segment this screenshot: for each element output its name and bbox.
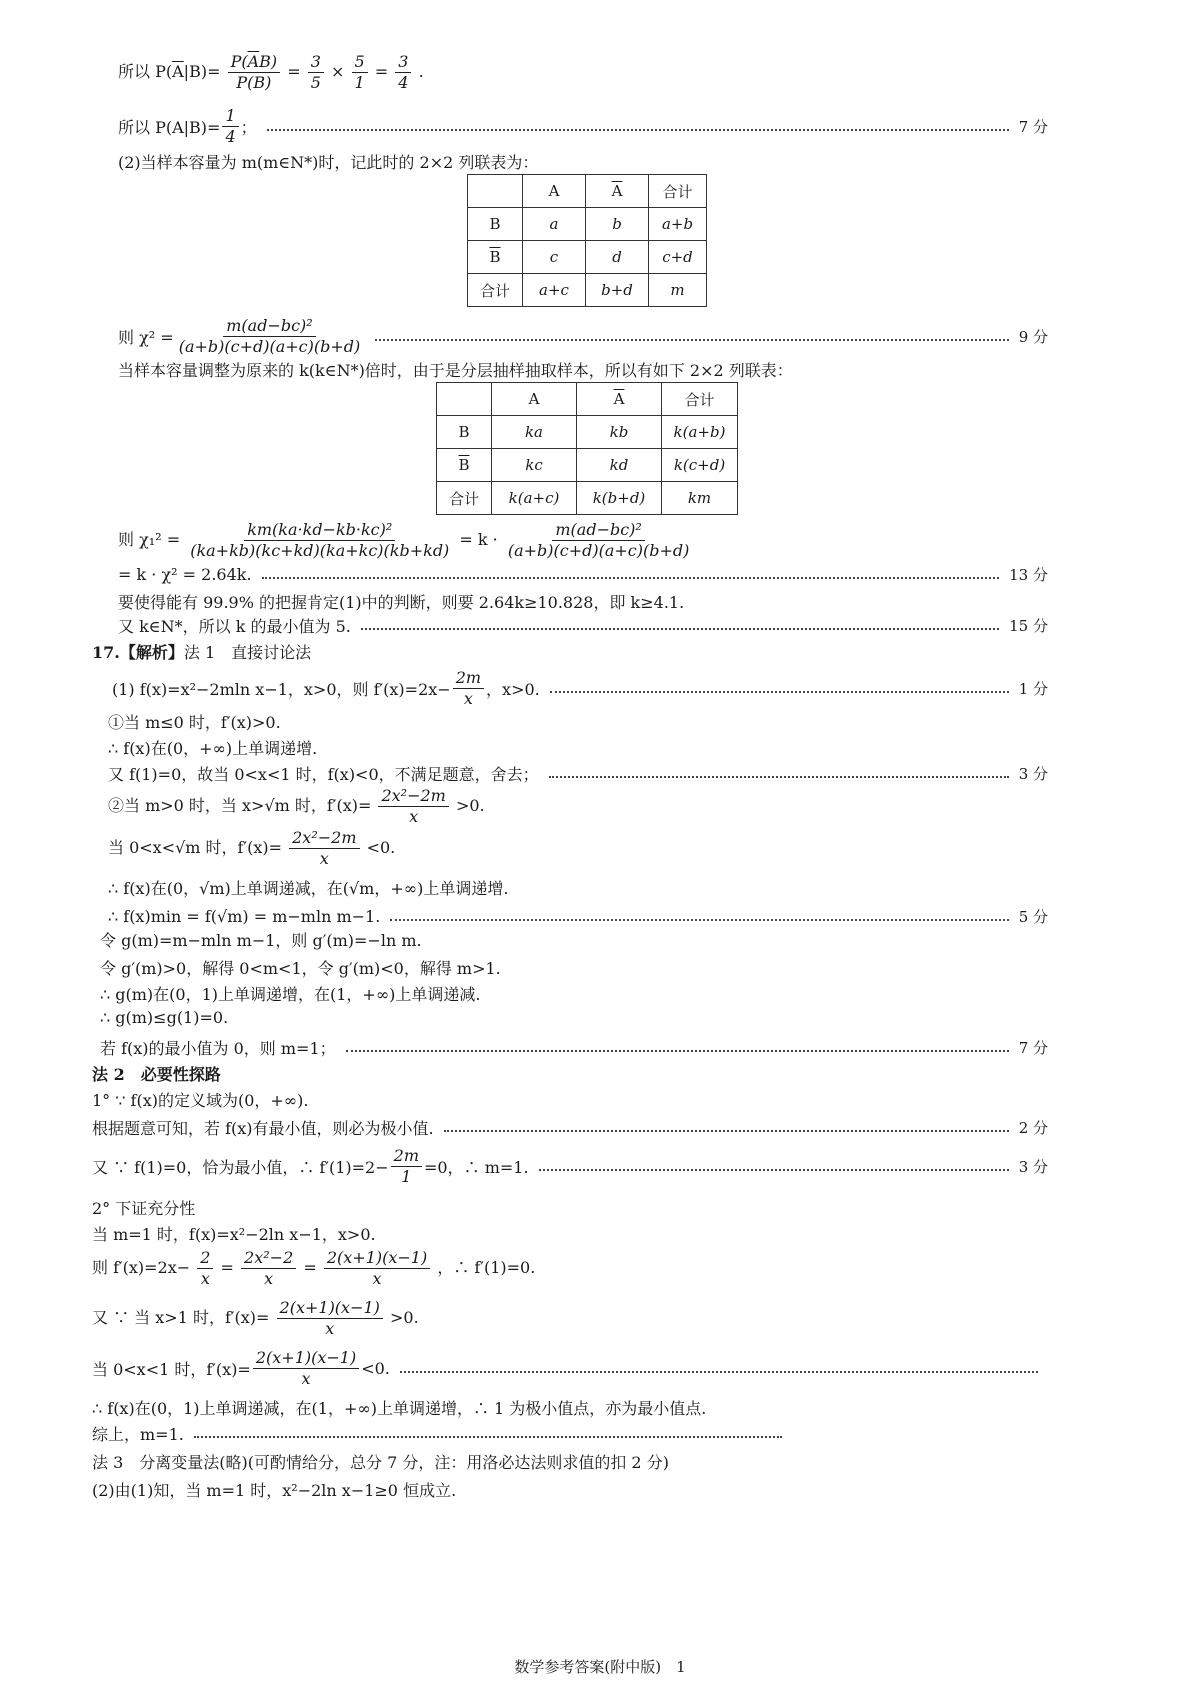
score-label: 1 分 — [1018, 680, 1048, 698]
dot-leader — [539, 1169, 1009, 1171]
question-17-heading: 17.【解析】法 1 直接讨论法 — [92, 643, 312, 662]
line-extremum: 根据题意可知，若 f(x)有最小值，则必为极小值. 2 分 — [92, 1119, 1048, 1138]
dot-leader — [390, 919, 1008, 921]
table-row: B ka kb k(a+b) — [437, 416, 738, 449]
line-let-g: 令 g(m)=m−mln m−1，则 g′(m)=−ln m. — [100, 931, 422, 950]
line-sufficiency: 2° 下证充分性 — [92, 1199, 196, 1218]
fraction: $\frac{\text{m(ad−bc)²}}{(a+b)(c+d)(a+c)(b+d)}$ — [178, 316, 361, 356]
line-min-point: ∴ f(x)在(0，1)上单调递减，在(1，+∞)上单调递增，∴ 1 为极小值点，亦为最小值点. — [92, 1399, 707, 1418]
dot-leader — [375, 339, 1008, 341]
contingency-table-2 — [436, 382, 738, 515]
line-x-gt-1: 又 ∵ 当 x>1 时，f′(x)= $\frac{2(x+1)(x-1)}{x}$ >0. — [92, 1298, 419, 1338]
line-part-2: (2)由(1)知，当 m=1 时，x²−2ln x−1≥0 恒成立. — [92, 1481, 457, 1500]
fraction: $\frac{\text{m(ad−bc)²}}{(a+b)(c+d)(a+c)(b+d)}$ — [507, 520, 690, 560]
line-conditional-prob: 所以 P(A|B)= $\frac{1}{4}$ ； 7 分 — [118, 106, 1048, 146]
line-confidence: 要使得能有 99.9% 的把握肯定(1)中的判断，则要 2.64k≥10.828，即 k≥4.1. — [118, 593, 685, 612]
dot-leader — [262, 577, 1000, 579]
fraction: $\frac{2}{x}$ — [197, 1248, 213, 1289]
dot-leader — [400, 1371, 1038, 1373]
line-increasing: ∴ f(x)在(0，+∞)上单调递增. — [108, 739, 318, 758]
fraction: $\frac{\text{2x²−2}}{x}$ — [241, 1248, 296, 1289]
line-conclusion: 综上，m=1. — [92, 1422, 792, 1445]
score-label: 5 分 — [1018, 908, 1048, 926]
dot-leader — [194, 1436, 782, 1438]
line-case-1: ①当 m≤0 时，f′(x)>0. — [108, 713, 281, 732]
line-solve-g: 令 g′(m)>0，解得 0<m<1，令 g′(m)<0，解得 m>1. — [100, 959, 501, 978]
line-when-m-1: 当 m=1 时，f(x)=x²−2ln x−1，x>0. — [92, 1225, 376, 1244]
table-header-row: A $\overline{A}$ 合计 — [468, 175, 707, 208]
method-2-heading: 法 2 必要性探路 — [92, 1065, 221, 1084]
table-row: B a b a+b — [468, 208, 707, 241]
dot-leader — [444, 1130, 1009, 1132]
score-label: 7 分 — [1018, 1039, 1048, 1057]
page-footer: 数学参考答案(附中版) 1 — [514, 1658, 686, 1676]
fraction: $\frac{2(x+1)(x-1)}{x}$ — [277, 1298, 383, 1339]
fraction: $\frac{1}{4}$ — [222, 106, 238, 147]
line-min-value: ∴ f(x)min = f(√m) = m−mln m−1. 5 分 — [108, 907, 1048, 926]
line-chi-square-scaled: 则 χ₁² = $\frac{\text{km(ka·kd−kb·kc)²}}{(ka+kb)(kc+kd)(ka+kc)(kb+kd)}$ = k · $\frac{\text{m(ad−bc)²}}{(a+b)(c+d)(a+c)(b+d)}$ — [118, 520, 694, 561]
score-label: 9 分 — [1018, 328, 1048, 346]
score-label: 7 分 — [1018, 118, 1048, 136]
line-scaled-sample: 当样本容量调整为原来的 k(k∈N*)倍时，由于是分层抽样抽取样本，所以有如下 2×2 列联表： — [118, 361, 793, 380]
score-label: 3 分 — [1018, 765, 1048, 783]
fraction: $\frac{P(\overline{A}B)}{P(B)}$ — [228, 52, 281, 93]
line-derivative: (1) f(x)=x²−2mln x−1，x>0，则 f′(x)=2x− $\frac{2m}{x}$ ，x>0. 1 分 — [112, 668, 1048, 708]
line-case-2b: 当 0<x<√m 时，f′(x)= $\frac{\text{2x²−2m}}{x}$ <0. — [108, 828, 396, 868]
line-reject: 又 f(1)=0，故当 0<x<1 时，f(x)<0，不满足题意，舍去； 3 分 — [108, 765, 1048, 784]
line-g-max: ∴ g(m)≤g(1)=0. — [100, 1008, 229, 1027]
line-min-k: 又 k∈N*，所以 k 的最小值为 5. 15 分 — [118, 617, 1048, 636]
table-row: $\overline{B}$ kc kd k(c+d) — [437, 449, 738, 482]
fraction: $\frac{\text{2x²−2m}}{x}$ — [289, 828, 359, 869]
fraction: $\frac{3}{5}$ — [308, 52, 324, 93]
dot-leader — [550, 691, 1009, 693]
line-chi-square-result: = k · χ² = 2.64k. 13 分 — [118, 565, 1048, 584]
dot-leader — [346, 1050, 1009, 1052]
line-m-equals-1: 若 f(x)的最小值为 0，则 m=1； 7 分 — [100, 1039, 1048, 1058]
score-label: 13 分 — [1009, 566, 1048, 584]
method-3-line: 法 3 分离变量法(略)(可酌情给分，总分 7 分，注：用洛必达法则求值的扣 2 分) — [92, 1453, 669, 1472]
fraction: $\frac{2m}{x}$ — [453, 668, 484, 709]
table-header-row: A $\overline{A}$ 合计 — [437, 383, 738, 416]
table-row: $\overline{B}$ c d c+d — [468, 241, 707, 274]
line-sample-size: (2)当样本容量为 m(m∈N*)时，记此时的 2×2 列联表为： — [118, 153, 539, 172]
fraction: $\frac{3}{4}$ — [395, 52, 411, 93]
line-conditional-prob-complement: 所以 $P(\overline{A}|B)=$ $\frac{P(\overline{A}B)}{P(B)}$ = $\frac{3}{5}$ × $\frac{5}{1}$ = $\frac{3}{4}$ . — [118, 52, 424, 92]
fraction: $\frac{2m}{1}$ — [391, 1146, 422, 1187]
line-x-lt-1: 当 0<x<1 时，f′(x)= $\frac{2(x+1)(x-1)}{x}$ <0. — [92, 1348, 1048, 1389]
line-chi-square: 则 χ² = $\frac{\text{m(ad−bc)²}}{(a+b)(c+d)(a+c)(b+d)}$ 9 分 — [118, 316, 1048, 356]
fraction: $\frac{\text{2x²−2m}}{x}$ — [378, 786, 448, 827]
score-label: 2 分 — [1018, 1119, 1048, 1137]
score-label: 15 分 — [1009, 617, 1048, 635]
line-domain: 1° ∵ f(x)的定义域为(0，+∞). — [92, 1091, 309, 1110]
fraction: $\frac{2(x+1)(x-1)}{x}$ — [324, 1248, 430, 1289]
line-derivative-m1: 则 f′(x)=2x− $\frac{2}{x}$ = $\frac{\text{2x²−2}}{x}$ = $\frac{2(x+1)(x-1)}{x}$ ，∴ f′(1)=0. — [92, 1248, 536, 1288]
fraction: $\frac{\text{km(ka·kd−kb·kc)²}}{(ka+kb)(kc+kd)(ka+kc)(kb+kd)}$ — [190, 520, 450, 560]
line-case-2: ②当 m>0 时，当 x>√m 时，f′(x)= $\frac{\text{2x²−2m}}{x}$ >0. — [108, 786, 485, 826]
line-necessity: 又 ∵ f(1)=0，恰为最小值，∴ f′(1)=2− $\frac{2m}{1}$ =0，∴ m=1. 3 分 — [92, 1146, 1048, 1186]
dot-leader — [549, 776, 1009, 778]
line-monotonic: ∴ f(x)在(0，√m)上单调递减，在(√m，+∞)上单调递增. — [108, 879, 509, 898]
line-g-monotonic: ∴ g(m)在(0，1)上单调递增，在(1，+∞)上单调递减. — [100, 985, 481, 1004]
fraction: $\frac{2(x+1)(x-1)}{x}$ — [253, 1348, 359, 1389]
dot-leader — [361, 628, 999, 630]
contingency-table-1 — [467, 174, 707, 307]
table-row: 合计 k(a+c) k(b+d) km — [437, 482, 738, 515]
fraction: $\frac{5}{1}$ — [352, 52, 368, 93]
dot-leader — [267, 129, 1009, 131]
table-row: 合计 a+c b+d m — [468, 274, 707, 307]
score-label: 3 分 — [1018, 1158, 1048, 1176]
